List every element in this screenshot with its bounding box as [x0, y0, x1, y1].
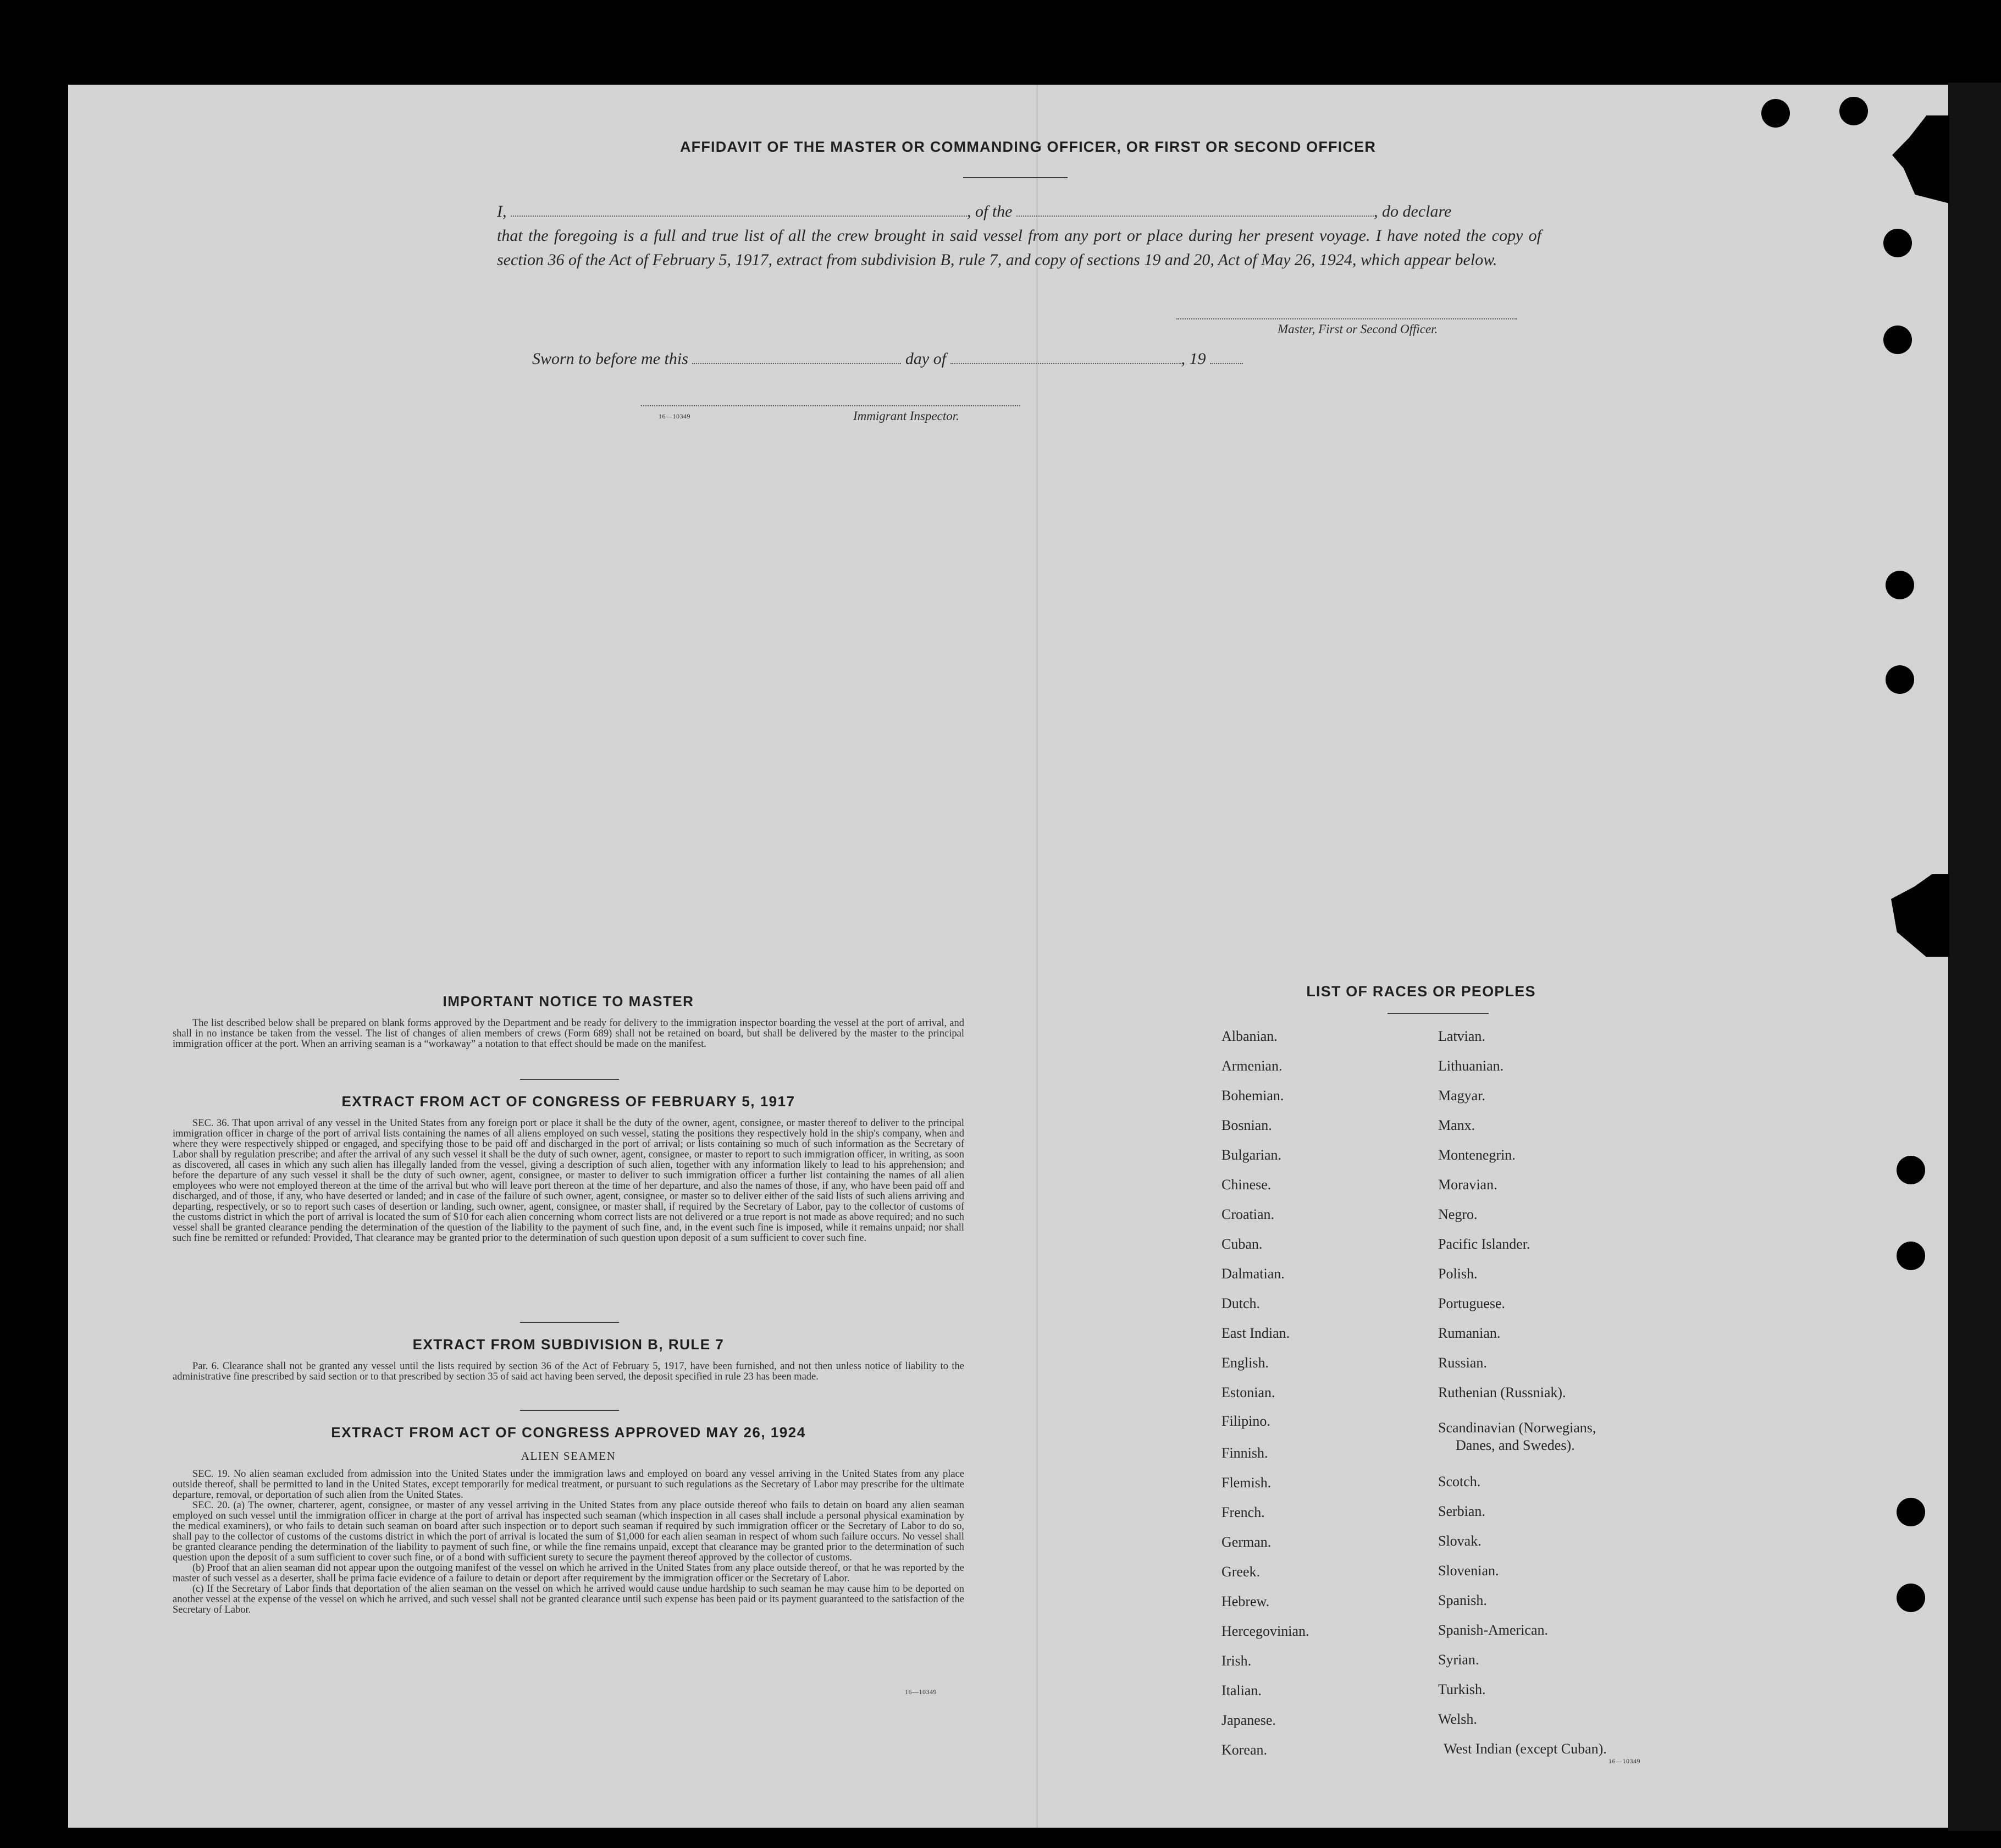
sworn-day-label: day of — [905, 350, 947, 368]
extract-1917-text: SEC. 36. That upon arrival of any vessel in the United States from any foreign port or place it shall be the duty of the owner, agent, consignee, or master thereof to deliver to the principal immigration officer in charge of the port of arrival lists containing the names of all aliens employed on such vessel, stating the positions they respectively hold in the ship's company, when and where they were respectively shipped or engaged, and specifying those to be paid off and discharged in the port of arrival; or lists containing so much of such information as the Secretary of Labor shall by regulation prescribe; and after the arrival of any such vessel it shall be the duty of such owner, agent, consignee, or master to report to such immigration officer, in writing, as soon as discovered, all cases in which any such alien has illegally landed from the vessel, giving a description of such alien, together with any information likely to lead to his apprehension; and before the departure of any such vessel it shall be the duty of such owner, agent, consignee, or master to deliver to such immigration officer a further list containing the names of all alien employees who were not employed thereon at the time of the arrival but who will leave port thereon at the time of her departure, and also the names of those, if any, who have been paid off and discharged, and of those, if any, who have deserted or landed; and in case of the failure of such owner, agent, consignee, or master so to deliver either of the said lists of such aliens arriving and departing, respectively, or so to report such cases of desertion or landing, such owner, agent, consignee, or master shall, if required by the Secretary of Labor, pay to the collector of customs of the customs district in which the port of arrival is located the sum of $10 for each alien concerning whom correct lists are not delivered or a true report is not made as above required; and no such vessel shall be granted clearance pending the determination of the question of the liability to the payment of such fine, and, in the event such fine is imposed, while it remains unpaid; nor shall such fine be remitted or refunded: Provided, That clearance may be granted prior to the determination of such question upon deposit of a sum sufficient to cover such fine. — [173, 1118, 964, 1244]
form-number: 16—10349 — [659, 412, 690, 420]
race-item: Hebrew. — [1221, 1593, 1270, 1609]
race-item: Ruthenian (Russniak). — [1438, 1384, 1566, 1400]
race-item: English. — [1221, 1355, 1269, 1371]
sworn-day-field[interactable] — [692, 362, 901, 364]
race-item: Cuban. — [1221, 1236, 1263, 1252]
page-fold — [1036, 85, 1038, 1828]
race-item: Turkish. — [1438, 1681, 1486, 1697]
punch-hole — [1886, 571, 1914, 599]
master-signature-line[interactable] — [1176, 318, 1517, 319]
extract-1924-title: EXTRACT FROM ACT OF CONGRESS APPROVED MAY 26, 1924 — [331, 1424, 806, 1441]
race-item: Estonian. — [1221, 1384, 1275, 1400]
sworn-line — [532, 350, 1243, 368]
notice-text: The list described below shall be prepared on blank forms approved by the Department and be ready for delivery to the immigration inspector boarding the vessel at the port of arrival, and shall in no instance be taken from the vessel. The list of changes of alien members of crews (Form 689) shall not be retained on board, but shall be delivered by the master to the principal immigration officer at the port. When an arriving seaman is a “workaway” a notation to that effect should be made on the manifest. — [173, 1018, 964, 1050]
race-item: Greek. — [1221, 1564, 1261, 1580]
race-item: Chinese. — [1221, 1177, 1272, 1193]
extract-rule7-title: EXTRACT FROM SUBDIVISION B, RULE 7 — [412, 1336, 725, 1353]
extract-1917-title: EXTRACT FROM ACT OF CONGRESS OF FEBRUARY 5, 1917 — [341, 1093, 795, 1110]
sec-19-paragraph: SEC. 19. No alien seaman excluded from admission into the United States under the immigration laws and employed on board any vessel arriving in the United States from any place outside thereof, shall be permitted to land in the United States, except temporarily for medical treatment, or pursuant to such regulations as the Secretary of Labor may prescribe for the ultimate departure, removal, or deportation of such alien from the United States. — [173, 1469, 964, 1501]
punch-hole — [1897, 1242, 1925, 1270]
race-item: Scandinavian (Norwegians, — [1438, 1420, 1596, 1436]
affidavit-line-end: , do declare — [1374, 202, 1452, 220]
affidavit-body — [497, 200, 1541, 272]
punch-hole — [1883, 229, 1912, 257]
race-item: Dutch. — [1221, 1295, 1261, 1311]
race-item: Slovenian. — [1438, 1563, 1499, 1579]
affidavit-line-start: I, — [497, 202, 507, 220]
race-item: Danes, and Swedes). — [1456, 1437, 1575, 1453]
race-item: Polish. — [1438, 1266, 1478, 1282]
race-item: Hercegovinian. — [1221, 1623, 1309, 1639]
punch-hole — [1886, 665, 1914, 694]
section-rule — [520, 1322, 619, 1323]
race-item: Pacific Islander. — [1438, 1236, 1530, 1252]
race-item: Moravian. — [1438, 1177, 1497, 1193]
race-item: Negro. — [1438, 1206, 1478, 1222]
extract-rule7-text: Par. 6. Clearance shall not be granted any vessel until the lists required by section 36 of the Act of February 5, 1917, have been furnished, and not then unless notice of liability to the administrative fine prescribed by said section or to that prescribed by section 35 of said act having been served, the deposit specified in rule 23 has been made. — [173, 1361, 964, 1382]
sec-20a-paragraph: SEC. 20. (a) The owner, charterer, agent, consignee, or master of any vessel arriving in the United States from any place outside thereof who fails to detain on board any alien seaman employed on such vessel until the immigration officer in charge at the port of arrival has inspected such seaman (which inspection in all cases shall include a personal physical examination by the medical examiners), or who fails to detain such seaman on board after such inspection or to deport such seaman if required by such immigration officer or the Secretary of Labor to do so, shall pay to the collector of customs of the customs district in which the port of arrival is located the sum of $1,000 for each alien seaman in respect of whom such failure occurs. No vessel shall be granted clearance pending the determination of the liability to payment of such fine, or while the fine remains unpaid, except that clearance may be granted prior to the determination of such question upon the deposit of a sum sufficient to cover such fine, or of a bond with sufficient surety to secure the payment thereof approved by the collector of customs. — [173, 1500, 964, 1563]
punch-hole — [1839, 97, 1868, 125]
race-item: Japanese. — [1221, 1712, 1276, 1728]
punch-hole — [1897, 1498, 1925, 1526]
sworn-year-field[interactable] — [1210, 362, 1243, 364]
race-item: Armenian. — [1221, 1058, 1283, 1074]
form-number: 16—10349 — [905, 1688, 937, 1696]
affidavit-title: AFFIDAVIT OF THE MASTER OR COMMANDING OFFICER, OR FIRST OR SECOND OFFICER — [679, 139, 1377, 155]
race-item: East Indian. — [1221, 1325, 1290, 1341]
race-item: Serbian. — [1438, 1503, 1485, 1519]
section-rule — [520, 1079, 619, 1080]
race-item: Bulgarian. — [1221, 1147, 1282, 1163]
race-item: German. — [1221, 1534, 1272, 1550]
race-item: Slovak. — [1438, 1533, 1482, 1549]
name-field[interactable] — [511, 215, 967, 217]
race-item: Korean. — [1221, 1742, 1268, 1758]
race-item: Russian. — [1438, 1355, 1487, 1371]
race-item: Latvian. — [1438, 1028, 1485, 1044]
alien-seamen-subtitle: ALIEN SEAMEN — [521, 1449, 616, 1463]
punch-hole — [1897, 1156, 1925, 1184]
sworn-year-label: , 19 — [1181, 350, 1206, 368]
sworn-prefix: Sworn to before me this — [532, 350, 688, 368]
race-item: Rumanian. — [1438, 1325, 1501, 1341]
punch-hole — [1883, 326, 1912, 354]
race-item: West Indian (except Cuban). — [1444, 1741, 1607, 1757]
race-item: Scotch. — [1438, 1474, 1481, 1490]
race-item: Spanish-American. — [1438, 1622, 1549, 1638]
race-item: Manx. — [1438, 1117, 1475, 1133]
form-number: 16—10349 — [1608, 1757, 1640, 1765]
inspector-signature-line[interactable] — [641, 405, 1020, 406]
races-rule — [1388, 1013, 1489, 1014]
scan-edge — [1948, 82, 2001, 1831]
race-item: Montenegrin. — [1438, 1147, 1516, 1163]
race-item: Welsh. — [1438, 1711, 1477, 1727]
race-item: Flemish. — [1221, 1475, 1272, 1491]
race-item: Finnish. — [1221, 1445, 1268, 1461]
notice-title: IMPORTANT NOTICE TO MASTER — [443, 993, 694, 1009]
punch-hole — [1897, 1584, 1925, 1612]
race-item: Irish. — [1221, 1653, 1252, 1669]
vessel-field[interactable] — [1016, 215, 1374, 217]
affidavit-line-mid: , of the — [967, 202, 1013, 220]
race-item: Portuguese. — [1438, 1295, 1506, 1311]
race-item: Croatian. — [1221, 1206, 1275, 1222]
section-rule — [520, 1410, 619, 1411]
race-item: Lithuanian. — [1438, 1058, 1504, 1074]
race-item: Syrian. — [1438, 1652, 1479, 1668]
sec-20c-paragraph: (c) If the Secretary of Labor finds that deportation of the alien seaman on the vessel on which he arrived would cause undue hardship to such seaman he may cause him to be deported on another vessel at the expense of the vessel on which he arrived, and such vessel shall not be granted clearance until such expense has been paid or its payment guaranteed to the satisfaction of the Secretary of Labor. — [173, 1584, 964, 1615]
punch-hole — [1761, 99, 1790, 128]
sec-20b-paragraph: (b) Proof that an alien seaman did not appear upon the outgoing manifest of the vessel on which he arrived in the United States from any place outside thereof, or that he was reported by the master of such vessel as a deserter, shall be prima facie evidence of a failure to detain or deport after requirement by the immigration officer or the Secretary of Labor. — [173, 1563, 964, 1584]
race-item: Magyar. — [1438, 1088, 1485, 1104]
race-item: Italian. — [1221, 1682, 1262, 1698]
affidavit-declaration: that the foregoing is a full and true list of all the crew brought in said vessel from any port or place during her present voyage. I have noted the copy of section 36 of the Act of February 5, 1917, extract from subdivision B, rule 7, and copy of sections 19 and 20, Act of May 26, 1924, which appear below. — [497, 227, 1541, 269]
race-item: Spanish. — [1438, 1592, 1487, 1608]
inspector-caption: Immigrant Inspector. — [853, 409, 959, 423]
race-item: Dalmatian. — [1221, 1266, 1285, 1282]
title-rule — [963, 177, 1068, 178]
master-caption: Master, First or Second Officer. — [1278, 322, 1438, 336]
races-title: LIST OF RACES OR PEOPLES — [1306, 983, 1536, 1000]
race-item: French. — [1221, 1504, 1265, 1520]
sworn-month-field[interactable] — [950, 362, 1181, 364]
race-item: Bosnian. — [1221, 1117, 1272, 1133]
race-item: Bohemian. — [1221, 1088, 1284, 1104]
extract-1924-text — [173, 1469, 964, 1615]
race-item: Albanian. — [1221, 1028, 1278, 1044]
race-item: Filipino. — [1221, 1413, 1270, 1429]
